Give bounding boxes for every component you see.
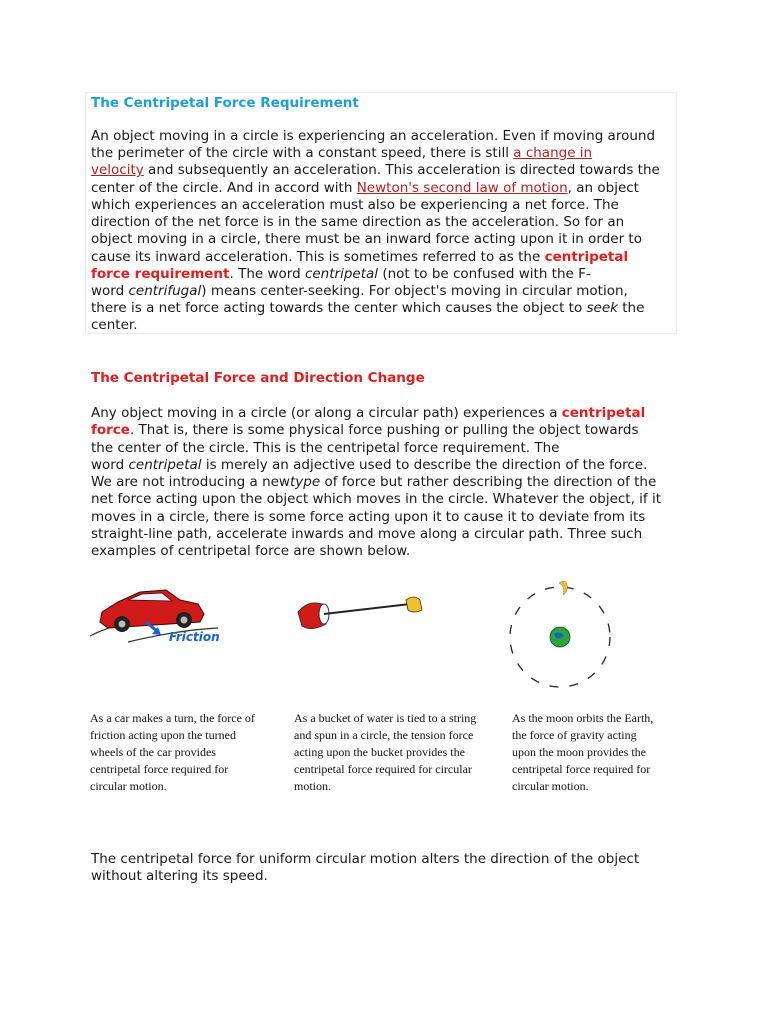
s2-line: net force acting upon the object which moves in the circle. Whatever the object, if it: [91, 491, 662, 507]
conclusion-line: without altering its speed.: [91, 868, 268, 884]
s2-line: Any object moving in a circle (or along a circular path) experiences a centripetal: [91, 405, 646, 421]
s2-line: moves in a circle, there is some force acting upon it to cause it to deviate from its: [91, 509, 646, 525]
s2-line: straight-line path, accelerate inwards and move along a circular path. Three such: [91, 526, 643, 542]
s2-line: word centripetal is merely an adjective used to describe the direction of the force.: [91, 457, 648, 473]
bucket-tension-illustration: [292, 592, 432, 640]
s1-line: object moving in a circle, there must be an inward force acting upon it in order to: [91, 231, 642, 247]
car-friction-illustration: [88, 578, 238, 648]
s1-line: direction of the net force is in the same direction as the acceleration. So for an: [91, 214, 625, 230]
s1-line: center of the circle. And in accord with Newton's second law of motion, an object: [91, 180, 639, 196]
s1-line: force requirement. The word centripetal (not to be confused with the F-: [91, 266, 591, 282]
section2-title: The Centripetal Force and Direction Change: [91, 370, 425, 386]
s1-line: the perimeter of the circle with a constant speed, there is still a change in: [91, 145, 593, 161]
moon-orbit-illustration: [508, 580, 618, 690]
velocity-link[interactable]: a change in: [513, 145, 593, 161]
s1-line: there is a net force acting towards the center which causes the object to seek the: [91, 300, 645, 316]
s1-line: An object moving in a circle is experiencing an acceleration. Even if moving around: [91, 128, 656, 144]
newton-law-link[interactable]: Newton's second law of motion: [356, 180, 568, 196]
section1-title: The Centripetal Force Requirement: [91, 95, 359, 111]
s1-line: cause its inward acceleration. This is sometimes referred to as the centripetal: [91, 249, 629, 265]
friction-label: Friction: [169, 630, 220, 644]
s2-line: force. That is, there is some physical force pushing or pulling the object towards: [91, 422, 639, 438]
moon-caption: As the moon orbits the Earth, the force of gravity acting upon the moon provides the centripetal force required for circular motion.: [512, 711, 654, 793]
s1-line: velocity and subsequently an acceleration. This acceleration is directed towards the: [91, 162, 660, 178]
moon-icon: [559, 581, 567, 595]
conclusion-line: The centripetal force for uniform circular motion alters the direction of the object: [91, 851, 640, 867]
s2-line: examples of centripetal force are shown below.: [91, 543, 411, 559]
bucket-caption: As a bucket of water is tied to a string and spun in a circle, the tension force acting upon the bucket provides the centripetal force required for circular motion.: [294, 711, 477, 793]
s1-line: word centrifugal) means center-seeking. For object's moving in circular motion,: [91, 283, 628, 299]
s1-line: center.: [91, 317, 138, 333]
car-caption: As a car makes a turn, the force of friction acting upon the turned wheels of the car provides centripetal force required for circular motion.: [90, 711, 255, 793]
s1-line: which experiences an acceleration must also be experiencing a net force. The: [91, 197, 619, 213]
s2-line: the center of the circle. This is the centripetal force requirement. The: [91, 440, 560, 456]
s2-line: We are not introducing a newtype of force but rather describing the direction of the: [91, 474, 657, 490]
velocity-link[interactable]: velocity: [91, 162, 144, 178]
